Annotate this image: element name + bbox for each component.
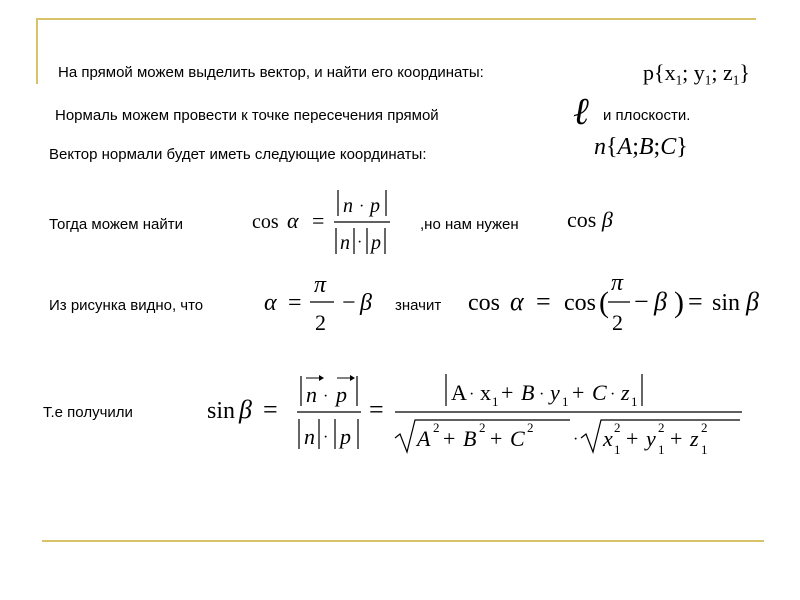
svg-text:p: p — [370, 195, 380, 217]
svg-text:sin: sin — [712, 290, 741, 316]
svg-text:n: n — [340, 232, 350, 254]
text-line-3: Вектор нормали будет иметь следующие координаты: — [49, 146, 427, 163]
text-line-4: Тогда можем найти — [49, 216, 183, 233]
svg-text:=: = — [688, 287, 703, 316]
svg-text:cos: cos — [564, 290, 596, 316]
svg-text:·: · — [357, 234, 363, 251]
svg-text:=: = — [369, 395, 384, 424]
svg-text:sin: sin — [207, 398, 236, 424]
svg-text:·: · — [323, 429, 329, 446]
svg-text:1: 1 — [631, 394, 638, 409]
svg-text:·: · — [539, 386, 545, 403]
formula-cos-sin-identity — [466, 266, 776, 338]
svg-text:(: ( — [599, 286, 609, 319]
svg-text:·: · — [610, 386, 616, 403]
formula-alpha-relation — [262, 268, 382, 338]
svg-text:2: 2 — [433, 420, 440, 435]
line-symbol: ℓ — [573, 91, 589, 133]
svg-text:): ) — [674, 286, 684, 319]
svg-text:·: · — [573, 431, 579, 448]
svg-text:=: = — [288, 290, 302, 316]
text-line-5-mid: значит — [395, 297, 442, 314]
svg-text:β: β — [654, 287, 667, 316]
svg-text:2: 2 — [701, 420, 708, 435]
svg-text:+: + — [490, 426, 503, 451]
svg-text:C: C — [592, 380, 607, 405]
text-line-2: Нормаль можем провести к точке пересечения прямой — [55, 107, 439, 124]
svg-text:B: B — [463, 426, 477, 451]
svg-text:n: n — [304, 424, 315, 449]
text-line-1: На прямой можем выделить вектор, и найти его координаты: — [58, 64, 484, 81]
formula-sin-beta-result — [205, 366, 750, 460]
svg-text:β: β — [746, 287, 759, 316]
text-line-5: Из рисунка видно, что — [49, 297, 204, 314]
svg-text:C: C — [510, 426, 525, 451]
svg-text:β: β — [360, 290, 372, 316]
svg-text:y: y — [646, 426, 656, 451]
svg-text:+: + — [626, 426, 639, 451]
svg-text:−: − — [342, 290, 356, 316]
svg-text:π: π — [611, 270, 624, 296]
svg-text:2: 2 — [315, 310, 326, 335]
svg-text:2: 2 — [614, 420, 621, 435]
frame-left-border — [36, 18, 38, 84]
svg-text:2: 2 — [658, 420, 665, 435]
text-line-6: Т.е получили — [43, 404, 133, 421]
svg-text:p: p — [371, 232, 381, 254]
svg-text:1: 1 — [492, 394, 499, 409]
svg-text:cos: cos — [252, 211, 279, 233]
svg-text:1: 1 — [562, 394, 569, 409]
svg-text:=: = — [312, 208, 325, 233]
svg-text:α: α — [510, 287, 524, 316]
formula-n-vector: n{A;B;C} — [594, 134, 688, 160]
svg-text:+: + — [572, 380, 585, 405]
formula-cos-beta: cos β — [567, 207, 613, 232]
formula-p-vector: $p\{x_1$; $y_1$; $z_1$} — [643, 60, 750, 88]
svg-text:n: n — [343, 195, 353, 217]
svg-text:1: 1 — [701, 442, 708, 457]
text-line-2-end: и плоскости. — [603, 107, 691, 124]
svg-text:−: − — [634, 287, 649, 316]
svg-text:π: π — [314, 272, 327, 298]
svg-text:A: A — [417, 426, 431, 451]
svg-text:x: x — [480, 380, 491, 405]
svg-text:+: + — [670, 426, 683, 451]
formula-cos-alpha — [250, 184, 400, 260]
svg-text:p: p — [340, 424, 351, 449]
svg-text:α: α — [264, 290, 277, 316]
svg-text:·: · — [323, 388, 329, 405]
svg-text:=: = — [263, 395, 278, 424]
svg-text:α: α — [287, 208, 299, 233]
svg-text:A: A — [451, 380, 467, 405]
svg-text:n: n — [306, 382, 317, 407]
svg-text:·: · — [359, 198, 365, 215]
svg-text:z: z — [690, 426, 699, 451]
svg-text:2: 2 — [527, 420, 534, 435]
svg-text:y: y — [550, 380, 560, 405]
svg-text:+: + — [501, 380, 514, 405]
svg-text:1: 1 — [658, 442, 665, 457]
svg-text:1: 1 — [614, 442, 621, 457]
svg-text:2: 2 — [479, 420, 486, 435]
svg-text:z: z — [621, 380, 630, 405]
svg-text:β: β — [239, 395, 252, 424]
frame-top-border — [36, 18, 756, 20]
text-line-4-mid: ,но нам нужен — [420, 216, 519, 233]
svg-text:p: p — [336, 382, 347, 407]
svg-text:+: + — [443, 426, 456, 451]
svg-text:cos: cos — [468, 290, 500, 316]
svg-text:=: = — [536, 287, 551, 316]
svg-text:x: x — [603, 426, 613, 451]
frame-bottom-border — [42, 540, 764, 542]
svg-text:2: 2 — [612, 310, 623, 335]
svg-text:·: · — [469, 386, 475, 403]
svg-text:B: B — [521, 380, 535, 405]
